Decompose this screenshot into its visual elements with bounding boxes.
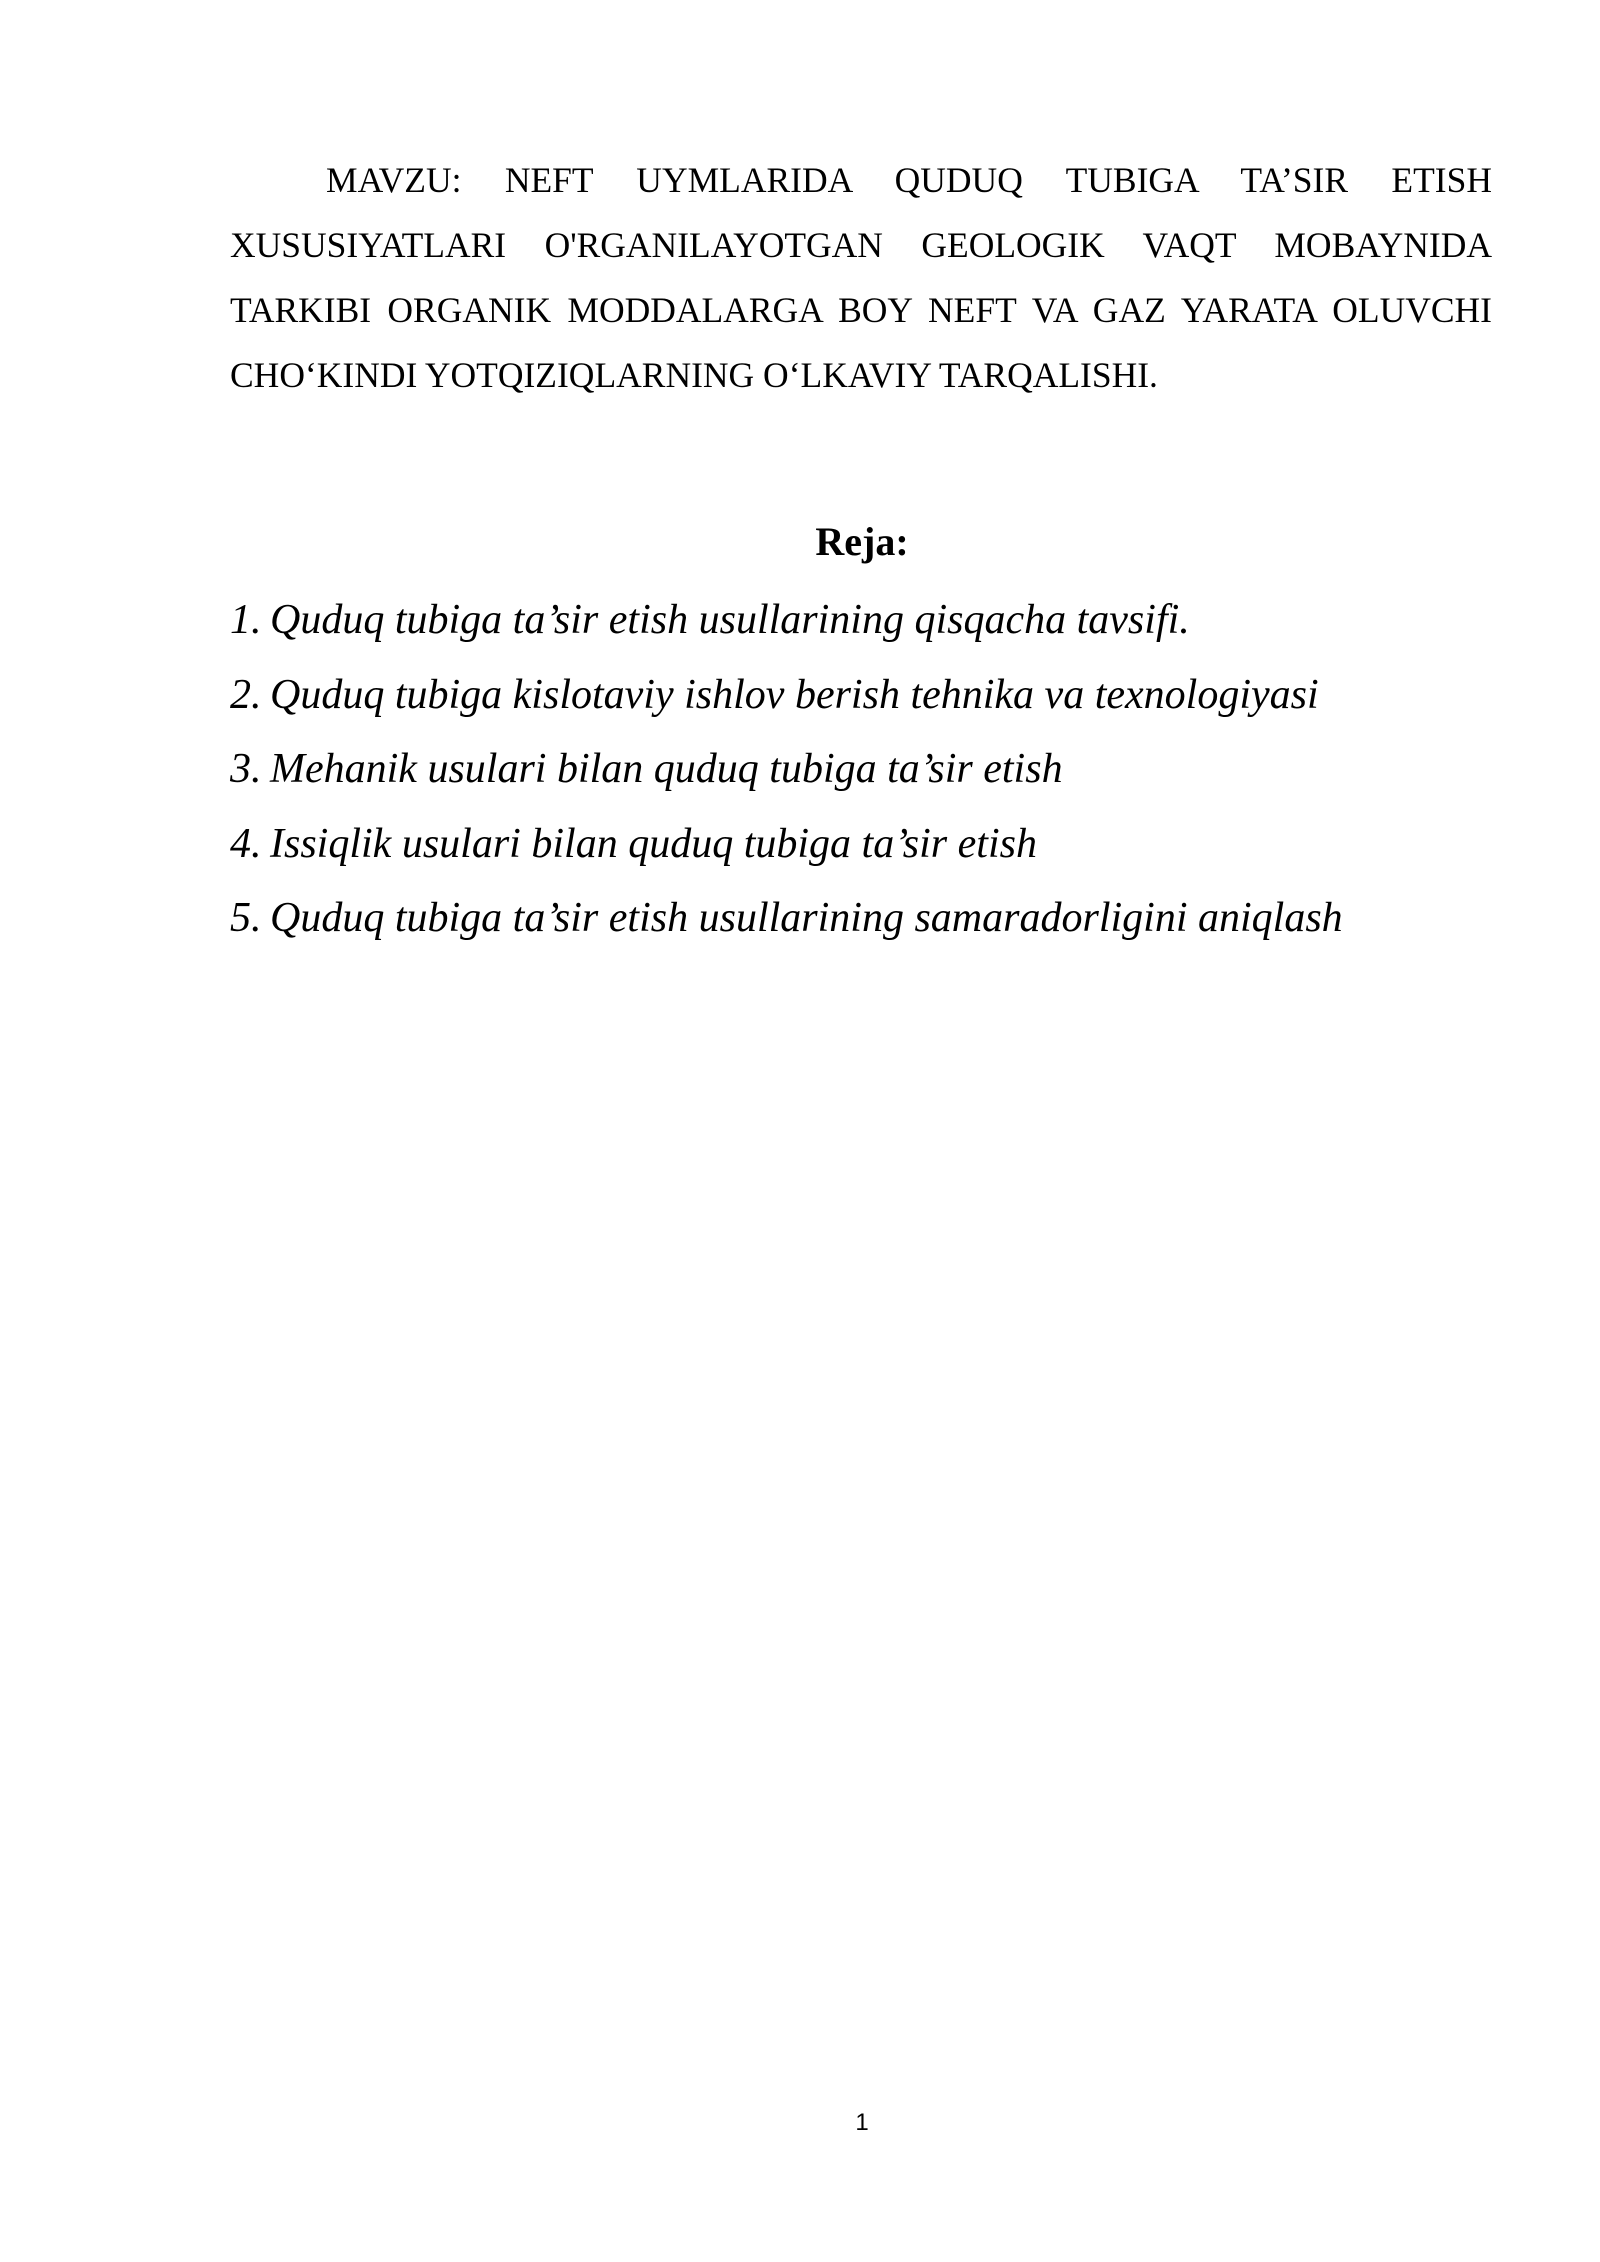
plan-item-number: 2. [230, 671, 262, 718]
plan-item [230, 807, 1530, 882]
plan-item-text: Quduq tubiga kislotaviy ishlov berish tehnika va texnologiyasi [270, 671, 1319, 718]
plan-item [230, 732, 1530, 807]
plan-item-text: Quduq tubiga ta’sir etish usullarining samaradorligini aniqlash [270, 895, 1343, 941]
plan-item-number: 3. [230, 746, 262, 792]
plan-item-text: Mehanik usulari bilan quduq tubiga ta’sir etish [270, 746, 1063, 792]
plan-item-text: Issiqlik usulari bilan quduq tubiga ta’sir etish [270, 820, 1037, 867]
plan-item [230, 881, 1530, 956]
page-number: 1 [855, 2109, 869, 2136]
topic-paragraph: MAVZU: NEFT UYMLARIDA QUDUQ TUBIGA TA’SIR ETISH XUSUSIYATLARI O'RGANILAYOTGAN GEOLOGIK VAQT MOBAYNIDA TARKIBI ORGANIK MODDALARGA BOY NEFT VA GAZ YARATA OLUVCHI CHO‘KINDI YOTQIZIQLARNING O‘LKAVIY TARQALISHI. [230, 160, 1492, 395]
plan-item [230, 658, 1530, 733]
plan-item-number: 4. [230, 820, 262, 867]
plan-item [230, 583, 1530, 658]
plan-list [230, 583, 1530, 956]
plan-item-text: Quduq tubiga ta’sir etish usullarining qisqacha tavsifi. [270, 597, 1190, 643]
plan-item-number: 5. [230, 895, 262, 941]
plan-title: Reja: [815, 519, 909, 564]
plan-item-number: 1. [230, 597, 262, 643]
